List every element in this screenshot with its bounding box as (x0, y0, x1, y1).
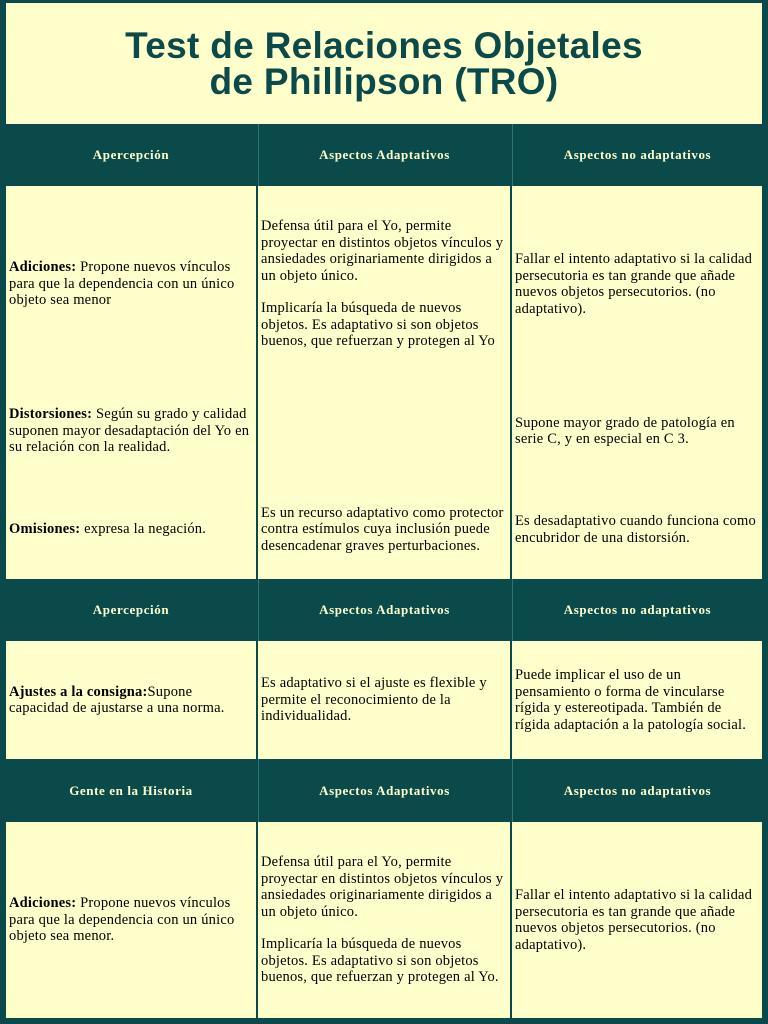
cell-adaptativo-distorsiones (258, 382, 510, 480)
cell-no-adaptativo-distorsiones (512, 382, 762, 480)
term-label: Omisiones: (9, 521, 81, 538)
cell-apercepcion-omisiones (6, 480, 256, 579)
cell-adaptativo-omisiones (258, 480, 510, 579)
cell-apercepcion-ajustes (6, 641, 256, 759)
term-label: Adiciones: (9, 259, 77, 276)
title-box (6, 3, 762, 124)
header-aspectos-adaptativos: Aspectos Adaptativos (258, 124, 510, 186)
header-aspectos-adaptativos-2: Aspectos Adaptativos (258, 579, 510, 641)
term-description: expresa la negación. (80, 521, 207, 538)
adaptive-text: Es adaptativo si el ajuste es flexible y permite el reconocimiento de la individualidad. (261, 675, 487, 725)
term-description: Según su grado y calidad suponen mayor desadaptación del Yo en su relación con la realidad. (9, 406, 250, 456)
cell-no-adaptativo-adiciones (512, 186, 762, 382)
header-apercepcion-2: Apercepción (6, 579, 256, 641)
cell-apercepcion-distorsiones (6, 382, 256, 480)
header-aspectos-adaptativos-3: Aspectos Adaptativos (258, 759, 510, 822)
non-adaptive-text: Fallar el intento adaptativo si la calidad persecutoria es tan grande que añade nuevos objetos persecutorios. (no adaptativo). (515, 251, 753, 317)
cell-historia-adiciones (6, 822, 256, 1018)
cell-no-adaptativo-historia-adiciones (512, 822, 762, 1018)
cell-adaptativo-historia-adiciones (258, 822, 510, 1018)
cell-apercepcion-adiciones (6, 186, 256, 382)
page-title-line-1: Test de Relaciones Objetales (125, 24, 643, 66)
tro-table (6, 124, 762, 1022)
page-title-line-2: de Phillipson (TRO) (209, 60, 559, 102)
term-label: Adiciones: (9, 895, 77, 912)
cell-adaptativo-ajustes (258, 641, 510, 759)
cell-adaptativo-adiciones (258, 186, 510, 382)
adaptive-paragraph-2: Implicaría la búsqueda de nuevos objetos. Es adaptativo si son objetos buenos, que refuerzan y protegen al Yo. (261, 936, 499, 986)
non-adaptive-text: Puede implicar el uso de un pensamiento o forma de vincularse rígida y estereotipada. También de rígida adaptación a la patología social. (515, 667, 747, 733)
adaptive-text: Es un recurso adaptativo como protector contra estímulos cuya inclusión puede desencadenar graves perturbaciones. (261, 504, 504, 554)
cell-no-adaptativo-omisiones (512, 480, 762, 579)
term-label: Distorsiones: (9, 406, 93, 423)
term-description: Propone nuevos vínculos para que la dependencia con un único objeto sea menor (9, 259, 235, 309)
header-apercepcion: Apercepción (6, 124, 256, 186)
header-aspectos-no-adaptativos-3: Aspectos no adaptativos (512, 759, 762, 822)
adaptive-paragraph-1: Defensa útil para el Yo, permite proyectar en distintos objetos vínculos y ansiedades originariamente dirigidos a un objeto único. (261, 854, 504, 920)
adaptive-paragraph-2: Implicaría la búsqueda de nuevos objetos. Es adaptativo si son objetos buenos, que refuerzan y protegen al Yo (261, 300, 495, 350)
header-gente-en-la-historia: Gente en la Historia (6, 759, 256, 822)
cell-no-adaptativo-ajustes (512, 641, 762, 759)
non-adaptive-text: Supone mayor grado de patología en serie C, y en especial en C 3. (515, 414, 735, 447)
header-aspectos-no-adaptativos: Aspectos no adaptativos (512, 124, 762, 186)
term-description: Propone nuevos vínculos para que la dependencia con un único objeto sea menor. (9, 895, 235, 945)
non-adaptive-text: Fallar el intento adaptativo si la calidad persecutoria es tan grande que añade nuevos objetos persecutorios. (no adaptativo). (515, 887, 753, 953)
header-aspectos-no-adaptativos-2: Aspectos no adaptativos (512, 579, 762, 641)
non-adaptive-text: Es desadaptativo cuando funciona como encubridor de una distorsión. (515, 513, 756, 546)
term-label: Ajustes a la consigna: (9, 683, 148, 700)
term-description: Supone capacidad de ajustarse a una norma. (9, 683, 225, 716)
adaptive-paragraph-1: Defensa útil para el Yo, permite proyectar en distintos objetos vínculos y ansiedades originariamente dirigidos a un objeto único. (261, 218, 504, 284)
